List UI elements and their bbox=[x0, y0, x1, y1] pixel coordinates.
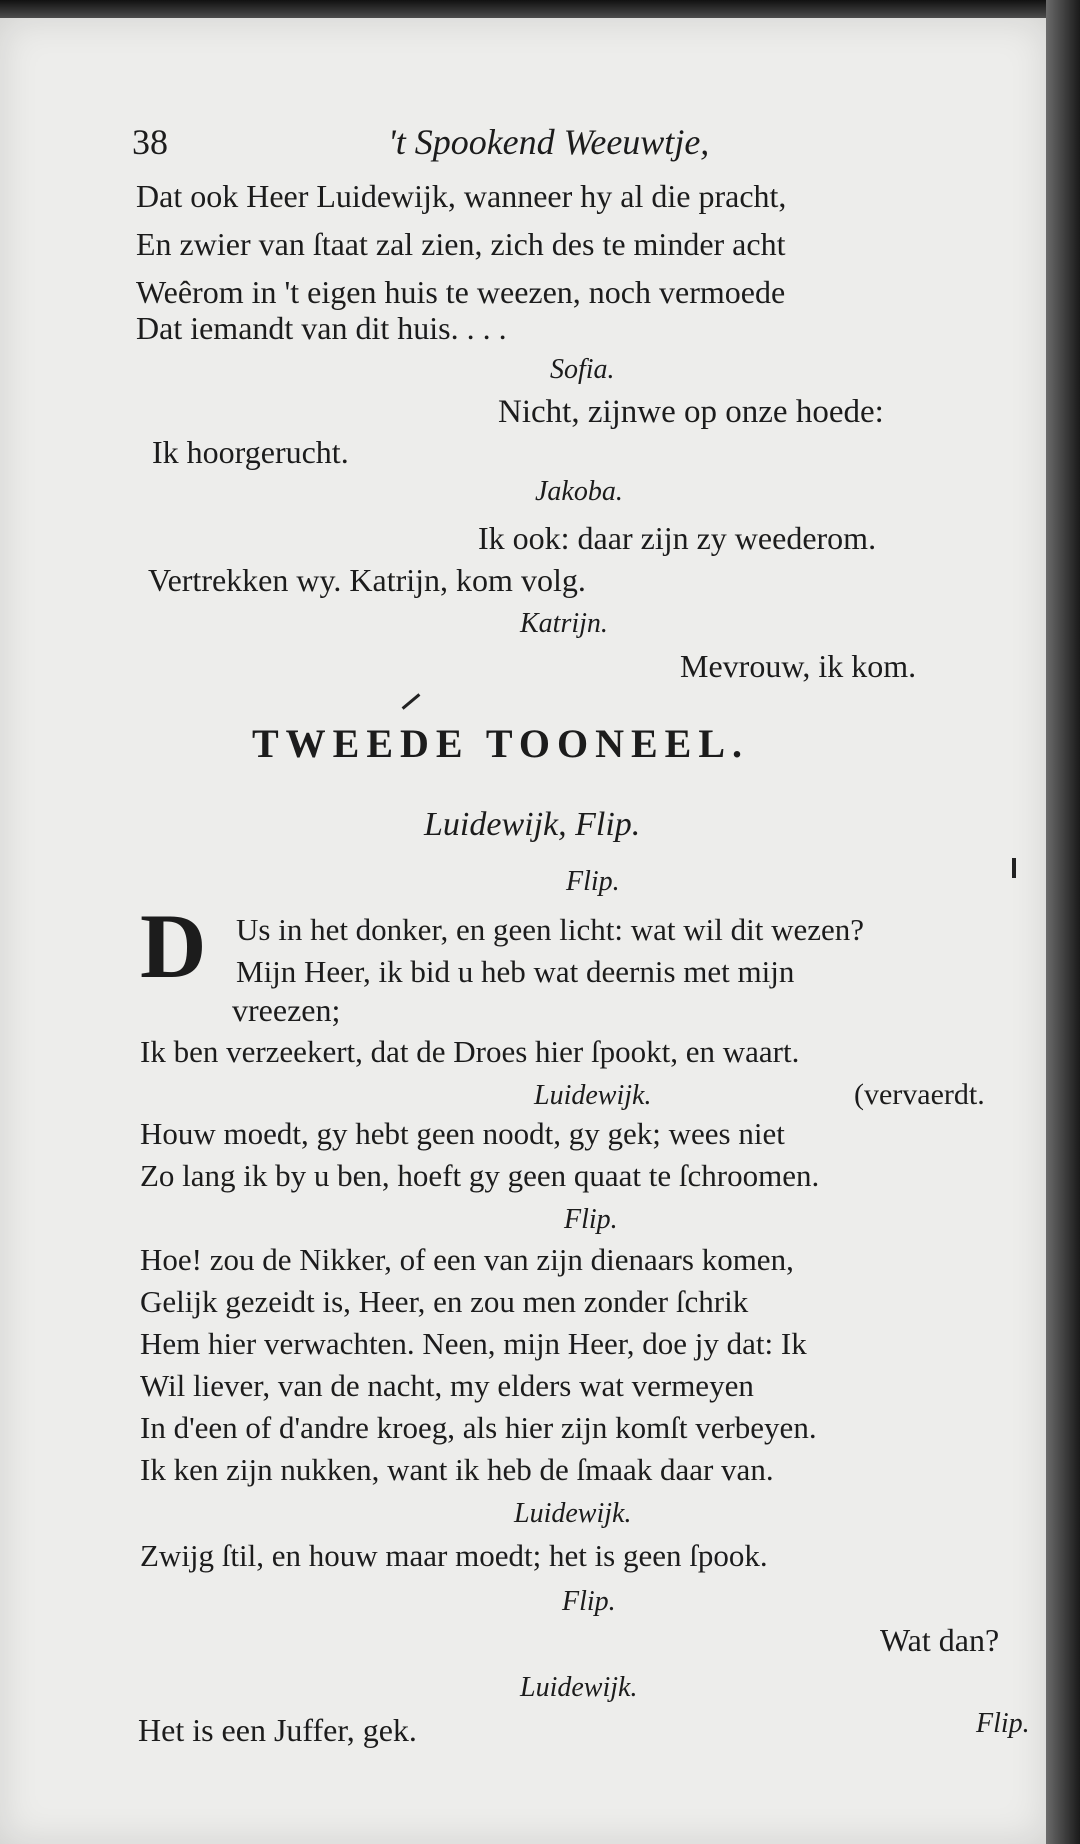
speaker-luidewijk-3: Luidewijk. bbox=[520, 1672, 638, 1703]
sofia-line-1: Nicht, zijnwe op onze hoede: bbox=[498, 394, 884, 430]
speaker-luidewijk-1: Luidewijk. bbox=[534, 1080, 652, 1111]
flip2-line-5: In d'een of d'andre kroeg, als hier zijn komſt verbeyen. bbox=[140, 1410, 817, 1445]
flip2-line-1: Hoe! zou de Nikker, of een van zijn dienaars komen, bbox=[140, 1242, 794, 1277]
jakoba-line-2: Vertrekken wy. Katrijn, kom volg. bbox=[148, 562, 586, 598]
speaker-luidewijk-2: Luidewijk. bbox=[514, 1498, 632, 1529]
speaker-sofia: Sofia. bbox=[550, 354, 615, 385]
speaker-flip-1: Flip. bbox=[566, 866, 620, 897]
text-line-1: Dat ook Heer Luidewijk, wanneer hy al die pracht, bbox=[136, 178, 787, 214]
flip2-line-2: Gelijk gezeidt is, Heer, en zou men zonder ſchrik bbox=[140, 1284, 749, 1319]
flip1-line-2: Mijn Heer, ik bid u heb wat deernis met mijn bbox=[236, 954, 795, 989]
speaker-flip-3: Flip. bbox=[562, 1586, 616, 1617]
stage-direction: (vervaerdt. bbox=[854, 1078, 985, 1111]
scene-heading: TWEEDE TOONEEL. bbox=[252, 721, 749, 766]
katrijn-line-1: Mevrouw, ik kom. bbox=[680, 648, 917, 684]
flip1-line-3: vreezen; bbox=[232, 992, 341, 1028]
luidewijk3-line-1: Het is een Juffer, gek. bbox=[138, 1712, 417, 1748]
flip2-line-3: Hem hier verwachten. Neen, mijn Heer, doe jy dat: Ik bbox=[140, 1326, 807, 1361]
speaker-katrijn: Katrijn. bbox=[520, 608, 608, 639]
text-line-2: En zwier van ſtaat zal zien, zich des te minder acht bbox=[136, 226, 786, 262]
running-title: 't Spookend Weeuwtje, bbox=[388, 122, 710, 162]
speaker-jakoba: Jakoba. bbox=[535, 476, 623, 507]
jakoba-line-1: Ik ook: daar zijn zy weederom. bbox=[478, 520, 877, 556]
flip2-line-4: Wil liever, van de nacht, my elders wat vermeyen bbox=[140, 1368, 754, 1403]
scene-characters: Luidewijk, Flip. bbox=[424, 806, 641, 843]
flip3-line-1: Wat dan? bbox=[880, 1622, 1000, 1658]
text-line-4: Dat iemandt van dit huis. . . . bbox=[136, 310, 507, 346]
catchword: Flip. bbox=[976, 1708, 1030, 1739]
flip2-line-6: Ik ken zijn nukken, want ik heb de ſmaak daar van. bbox=[140, 1452, 774, 1487]
luidewijk1-line-1: Houw moedt, gy hebt geen noodt, gy gek; wees niet bbox=[140, 1116, 785, 1151]
drop-cap: D bbox=[140, 895, 207, 997]
speaker-flip-2: Flip. bbox=[564, 1204, 618, 1235]
luidewijk1-line-2: Zo lang ik by u ben, hoeft gy geen quaat te ſchroomen. bbox=[140, 1158, 820, 1193]
flip1-line-1: Us in het donker, en geen licht: wat wil dit wezen? bbox=[236, 912, 865, 947]
luidewijk2-line-1: Zwijg ſtil, en houw maar moedt; het is geen ſpook. bbox=[140, 1538, 768, 1573]
margin-mark bbox=[1012, 858, 1016, 878]
flip1-line-4: Ik ben verzeekert, dat de Droes hier ſpookt, en waart. bbox=[140, 1034, 800, 1069]
text-line-3: Weêrom in 't eigen huis te weezen, noch vermoede bbox=[136, 274, 786, 310]
page-number: 38 bbox=[132, 122, 168, 162]
page-right-shadow bbox=[1046, 0, 1080, 1844]
sofia-line-2: Ik hoorgerucht. bbox=[152, 434, 349, 470]
